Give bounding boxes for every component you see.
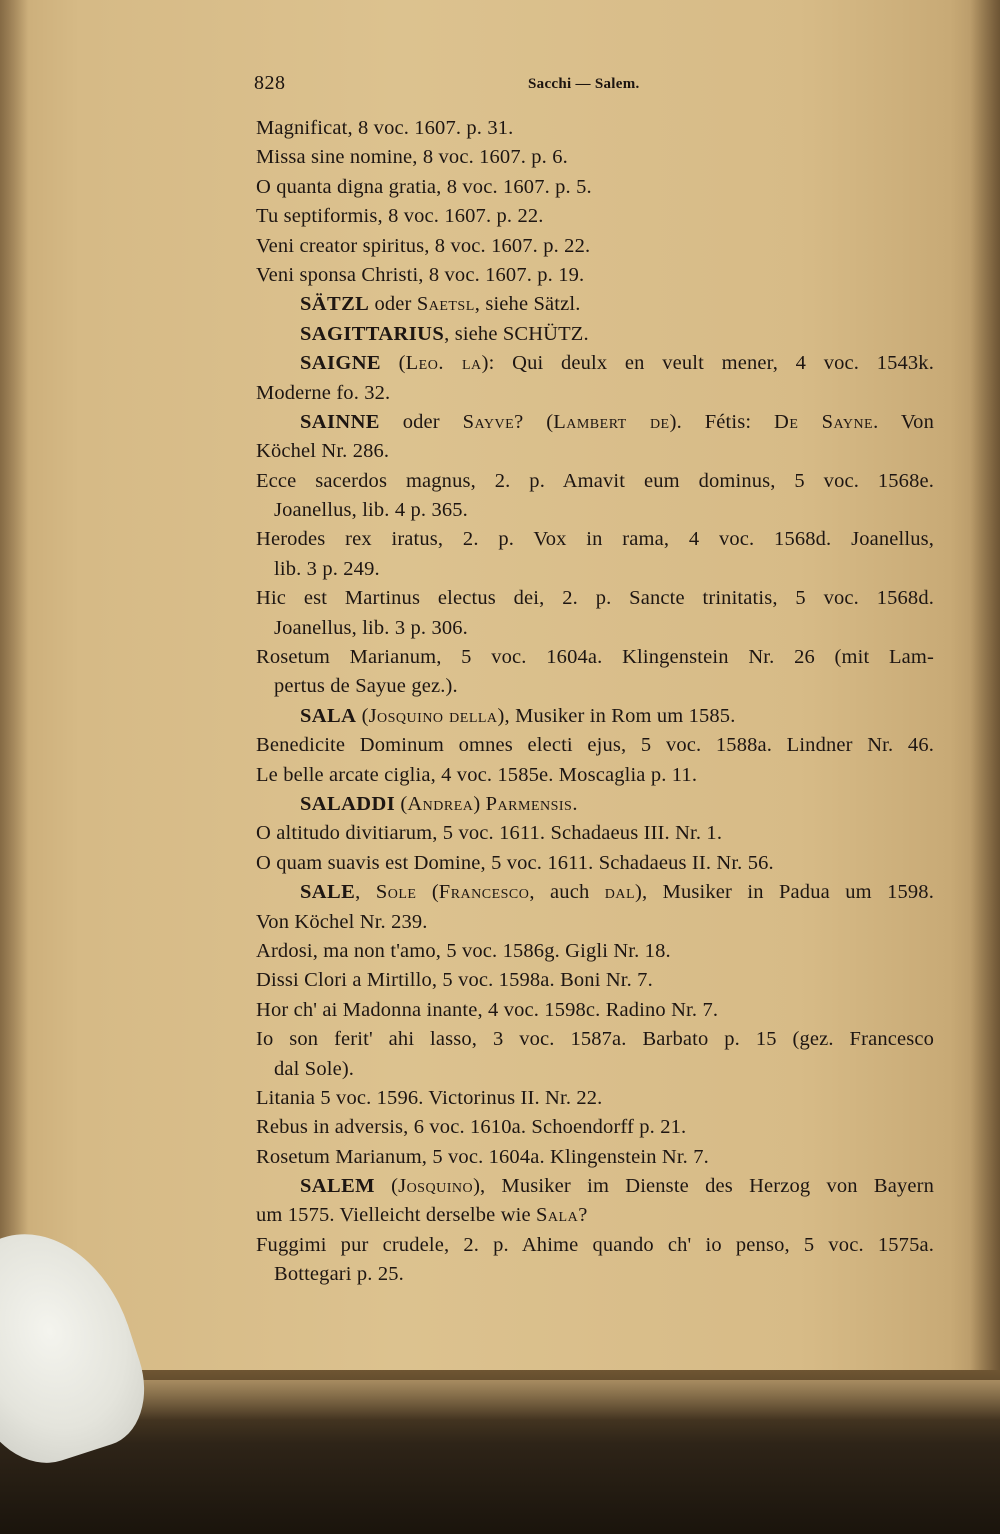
page-header — [254, 72, 934, 102]
entry-line: Rosetum Marianum, 5 voc. 1604a. Klingenstein Nr. 7. — [256, 1145, 709, 1168]
entry-continuation: lib. 3 p. 249. — [274, 557, 380, 580]
entry-line: Fuggimi pur crudele, 2. p. Ahime quando ch' io penso, 5 voc. 1575a. — [256, 1233, 934, 1256]
composer-heading: SAIGNE (Leo. la): Qui deulx en veult mener, 4 voc. 1543k. — [300, 352, 934, 375]
entry-line: Herodes rex iratus, 2. p. Vox in rama, 4 voc. 1568d. Joanellus, — [256, 528, 934, 551]
entry-line: Benedicite Dominum omnes electi ejus, 5 voc. 1588a. Lindner Nr. 46. — [256, 734, 934, 757]
composer-heading: SÄTZL oder Saetsl, siehe Sätzl. — [300, 293, 581, 316]
entry-line: Litania 5 voc. 1596. Victorinus II. Nr. 22. — [256, 1086, 603, 1109]
composer-name: SÄTZL — [300, 293, 370, 316]
entry-line: Missa sine nomine, 8 voc. 1607. p. 6. — [256, 146, 568, 169]
composer-name: SALEM — [300, 1175, 375, 1198]
entry-line: Le belle arcate ciglia, 4 voc. 1585e. Moscaglia p. 11. — [256, 763, 698, 786]
heading-continuation: um 1575. Vielleicht derselbe wie Sala? — [256, 1204, 588, 1227]
page-number: 828 — [254, 72, 286, 94]
entry-line: Ecce sacerdos magnus, 2. p. Amavit eum dominus, 5 voc. 1568e. — [256, 469, 934, 492]
page-edge-shadow — [970, 0, 1000, 1534]
entry-line: Magnificat, 8 voc. 1607. p. 31. — [256, 117, 514, 139]
running-head: Sacchi — Salem. — [528, 76, 640, 92]
heading-continuation: Köchel Nr. 286. — [256, 440, 390, 463]
entry-line: Dissi Clori a Mirtillo, 5 voc. 1598a. Boni Nr. 7. — [256, 969, 653, 992]
composer-name: SAGITTARIUS — [300, 322, 445, 345]
entry-line: O quam suavis est Domine, 5 voc. 1611. Schadaeus II. Nr. 56. — [256, 851, 774, 874]
composer-heading: SAGITTARIUS, siehe SCHÜTZ. — [300, 322, 589, 345]
entry-line: O quanta digna gratia, 8 voc. 1607. p. 5. — [256, 175, 592, 198]
entry-continuation: pertus de Sayue gez.). — [274, 675, 458, 698]
composer-heading: SAINNE oder Sayve? (Lambert de). Fétis: De Sayne. Von — [300, 410, 934, 433]
entry-line: Veni creator spiritus, 8 voc. 1607. p. 22. — [256, 234, 591, 257]
entry-continuation: Bottegari p. 25. — [274, 1263, 404, 1286]
entry-line: Rosetum Marianum, 5 voc. 1604a. Klingenstein Nr. 26 (mit Lam- — [256, 646, 934, 669]
composer-heading: SALADDI (Andrea) Parmensis. — [300, 792, 578, 815]
heading-continuation: Von Köchel Nr. 239. — [256, 910, 428, 933]
entry-continuation: dal Sole). — [274, 1057, 355, 1080]
entry-line: Io son ferit' ahi lasso, 3 voc. 1587a. Barbato p. 15 (gez. Francesco — [256, 1028, 934, 1051]
composer-heading: SALE, Sole (Francesco, auch dal), Musiker in Padua um 1598. — [300, 881, 934, 904]
entry-line: O altitudo divitiarum, 5 voc. 1611. Schadaeus III. Nr. 1. — [256, 822, 723, 845]
entry-line: Tu septiformis, 8 voc. 1607. p. 22. — [256, 205, 544, 228]
composer-heading: SALEM (Josquino), Musiker im Dienste des Herzog von Bayern — [300, 1175, 934, 1198]
composer-name: SALADDI — [300, 792, 396, 815]
composer-name: SAIGNE — [300, 352, 382, 375]
composer-name: SAINNE — [300, 410, 380, 433]
entry-line: Rebus in adversis, 6 voc. 1610a. Schoendorff p. 21. — [256, 1116, 687, 1139]
entry-continuation: Joanellus, lib. 3 p. 306. — [274, 616, 468, 639]
composer-name: SALA — [300, 704, 357, 727]
heading-continuation: Moderne fo. 32. — [256, 381, 391, 404]
entry-line: Ardosi, ma non t'amo, 5 voc. 1586g. Gigli Nr. 18. — [256, 939, 671, 962]
entry-line: Hor ch' ai Madonna inante, 4 voc. 1598c. Radino Nr. 7. — [256, 998, 719, 1021]
entry-continuation: Joanellus, lib. 4 p. 365. — [274, 499, 468, 522]
page-body — [244, 114, 934, 1290]
page-bottom-edge — [0, 1380, 1000, 1420]
composer-name: SALE — [300, 881, 356, 904]
entry-line: Hic est Martinus electus dei, 2. p. Sancte trinitatis, 5 voc. 1568d. — [256, 587, 934, 610]
composer-heading: SALA (Josquino della), Musiker in Rom um 1585. — [300, 704, 736, 727]
entry-line: Veni sponsa Christi, 8 voc. 1607. p. 19. — [256, 263, 585, 286]
